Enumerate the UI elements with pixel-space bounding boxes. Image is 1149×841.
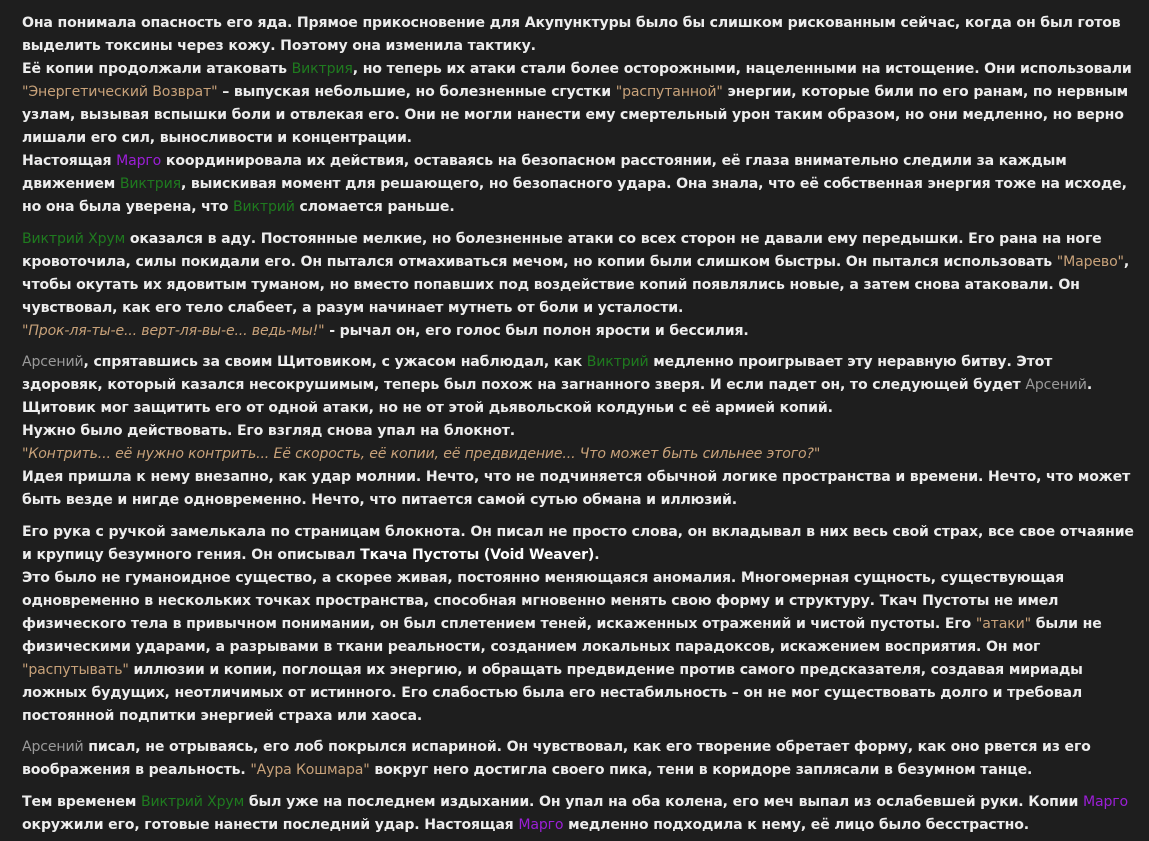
- character-name-arseniy: Арсений: [22, 354, 84, 370]
- paragraph: [22, 567, 1134, 728]
- quoted-term: "распутанной": [615, 84, 723, 100]
- character-name-viktriy: Виктрий Хрум: [22, 230, 126, 247]
- text-segment: Идея пришла к нему внезапно, как удар молнии. Нечто, что не подчиняется обычной логике пространства и времени. Нечто, что может быть везде и нигде одновременно. Нечто, что питается самой сутью обмана и иллюзий.: [22, 469, 1131, 508]
- text-segment: - рычал он, его голос был полон ярости и бессилия.: [324, 322, 749, 339]
- quoted-term: "атаки": [975, 615, 1031, 632]
- paragraph: [22, 351, 1134, 420]
- text-segment: иллюзии и копии, поглощая их энергию, и обращать предвидение против самого предсказателя, создавая мириады ложных будущих, неотличимых от истинного. Его слабостью была его нестабильность – он не мог существовать долго и требовал постоянной подпитки энергией страха или хаоса.: [22, 661, 1083, 724]
- paragraph: [22, 791, 1134, 837]
- text-segment: .: [594, 546, 600, 563]
- character-name-viktriy: Виктрий: [233, 199, 295, 215]
- character-name-viktriy: Виктрий: [586, 354, 649, 370]
- text-segment: , спрятавшись за своим Щитовиком, с ужасом наблюдал, как: [83, 354, 587, 370]
- chat-message-text: [22, 12, 1134, 837]
- paragraph: [22, 736, 1134, 782]
- text-segment: медленно подходила к нему, её лицо было бесстрастно.: [563, 816, 1029, 833]
- text-segment: Нужно было действовать. Его взгляд снова упал на блокнот.: [22, 423, 515, 439]
- italic-speech: "Контрить... её нужно контрить... Её скорость, её копии, её предвидение... Что может быть сильнее этого?": [22, 446, 821, 462]
- quoted-term: "Аура Кошмара": [250, 762, 370, 778]
- paragraph: [22, 320, 1134, 343]
- text-segment: Она понимала опасность его яда. Прямое прикосновение для Акупунктуры было бы слишком рискованным сейчас, когда он был готов выделить токсины через кожу. Поэтому она изменила тактику.: [22, 15, 1121, 54]
- text-segment: , но теперь их атаки стали более осторожными, нацеленными на истощение. Они использовали: [352, 61, 1132, 77]
- text-segment: писал, не отрываясь, его лоб покрылся испариной. Он чувствовал, как его творение обретает форму, как оно рвется из его воображения в реальность.: [22, 739, 1091, 778]
- character-name-viktriy: Виктрия: [291, 61, 353, 77]
- character-name-margo: Марго: [1082, 793, 1128, 810]
- text-segment: были не физическими ударами, а разрывами в ткани реальности, созданием локальных парадоксов, искажением восприятия. Он мог: [22, 615, 1102, 655]
- text-segment: , чтобы окутать их ядовитым туманом, но вместо попавших под воздействие копий появлялись новые, а затем снова атаковали. Он чувствовал, как его тело слабеет, а разум начинает мутнеть от боли и усталости.: [22, 253, 1130, 316]
- character-name-arseniy: Арсений: [22, 739, 84, 755]
- paragraph: [22, 228, 1134, 320]
- text-segment: Тем временем: [22, 793, 142, 810]
- bold-term: Ткача Пустоты (Void Weaver): [360, 546, 595, 563]
- text-segment: Это было не гуманоидное существо, а скорее живая, постоянно меняющаяся аномалия. Многомерная сущность, существующая одновременно в нескольких точках пространства, способная мгновенно менять свою форму и структуру. Ткач Пустоты не имел физического тела в привычном понимании, он был сплетением теней, искаженных отражений и чистой пустоты. Его: [22, 569, 1065, 632]
- text-segment: координировала их действия, оставаясь на безопасном расстоянии, её глаза внимательно следили за каждым движением: [22, 153, 1067, 192]
- text-segment: окружили его, готовые нанести последний удар. Настоящая: [22, 816, 519, 833]
- character-name-arseniy: Арсений: [1025, 377, 1087, 393]
- italic-speech: "Прок-ля-ты-е... верт-ля-вы-е... ведь-мы!": [22, 322, 325, 339]
- character-name-margo: Марго: [518, 816, 564, 833]
- text-segment: Его рука с ручкой замелькала по страницам блокнота. Он писал не просто слова, он вкладывал в них весь свой страх, все свое отчаяние и крупицу безумного гения. Он описывал: [22, 523, 1134, 563]
- paragraph: [22, 420, 1134, 443]
- paragraph: [22, 466, 1134, 512]
- paragraph: [22, 12, 1134, 58]
- paragraph: [22, 150, 1134, 219]
- text-segment: . Щитовик мог защитить его от одной атаки, но не от этой дьявольской колдуньи с её армией копий.: [22, 377, 1093, 416]
- text-segment: Её копии продолжали атаковать: [22, 61, 292, 77]
- text-segment: медленно проигрывает эту неравную битву. Этот здоровяк, который казался несокрушимым, теперь был похож на загнанного зверя. И если падет он, то следующей будет: [22, 354, 1053, 393]
- character-name-viktriy: Виктрий Хрум: [141, 793, 245, 810]
- paragraph: [22, 521, 1134, 567]
- text-segment: оказался в аду. Постоянные мелкие, но болезненные атаки со всех сторон не давали ему передышки. Его рана на ноге кровоточила, силы покидали его. Он пытался отмахиваться мечом, но копии были слишком быстры. Он пытался использовать: [22, 230, 1102, 270]
- text-segment: – выпуская небольшие, но болезненные сгустки: [217, 84, 616, 100]
- paragraph: [22, 443, 1134, 466]
- character-name-viktriy: Виктрия: [119, 176, 181, 192]
- quoted-term: "распутывать": [22, 661, 129, 678]
- quoted-term: "Марево": [1056, 253, 1124, 270]
- text-segment: сломается раньше.: [294, 199, 455, 215]
- quoted-term: "Энергетический Возврат": [22, 84, 218, 100]
- text-segment: был уже на последнем издыхании. Он упал на оба колена, его меч выпал из ослабевшей руки. Копии: [244, 793, 1083, 810]
- paragraph: [22, 58, 1134, 150]
- text-segment: , выискивая момент для решающего, но безопасного удара. Она знала, что её собственная энергия тоже на исходе, но она была уверена, что: [22, 176, 1127, 215]
- text-segment: вокруг него достигла своего пика, тени в коридоре заплясали в безумном танце.: [369, 762, 1033, 778]
- text-segment: энергии, которые били по его ранам, по нервным узлам, вызывая вспышки боли и отвлекая его. Они не могли нанести ему смертельный урон таким образом, но они медленно, но верно лишали его сил, выносливости и концентрации.: [22, 84, 1129, 146]
- text-segment: Настоящая: [22, 153, 117, 169]
- character-name-margo: Марго: [116, 153, 162, 169]
